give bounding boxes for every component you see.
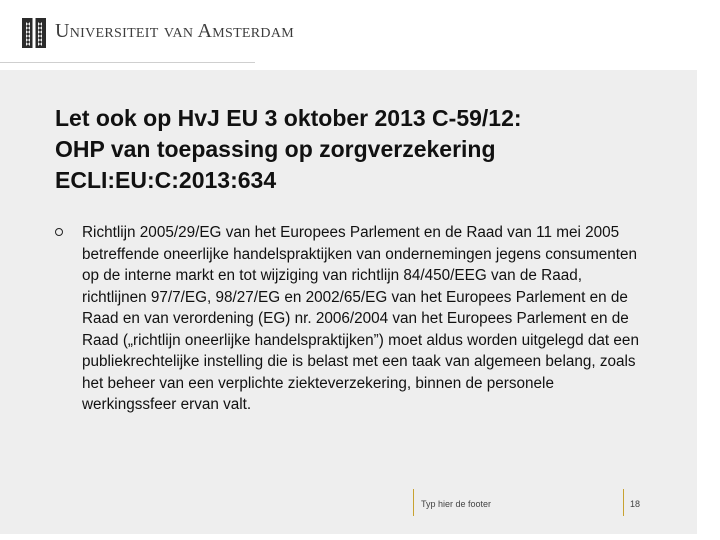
footer-divider-left (413, 489, 414, 516)
title-line: OHP van toepassing op zorgverzekering (55, 136, 496, 162)
slide-title (55, 103, 675, 196)
bullet-text: Richtlijn 2005/29/EG van het Europees Parlement en de Raad van 11 mei 2005 betreffende oneerlijke handelspraktijken van ondernemingen jegens consumenten op de interne markt en tot wijziging van richtlijn 84/450/EEG van de Raad, richtlijnen 97/7/EG, 98/27/EG en 2002/65/EG van het Europees Parlement en de Raad en van verordening (EG) nr. 2006/2004 van het Europees Parlement en de Raad („richtlijn oneerlijke handelspraktijken”) moet aldus worden uitgelegd dat een publiekrechtelijke instelling die is belast met een taak van algemeen belang, zoals het beheer van een verplichte ziekteverzekering, binnen de personele werkingssfeer ervan valt. (82, 224, 639, 413)
uva-crest-icon (22, 18, 46, 48)
header-divider (0, 62, 255, 63)
hollow-circle-bullet-icon (55, 228, 63, 236)
university-name: Universiteit van Amsterdam (55, 20, 294, 42)
page-number: 18 (630, 499, 641, 509)
footer-divider-right (623, 489, 624, 516)
title-line: Let ook op HvJ EU 3 oktober 2013 C-59/12: (55, 105, 522, 131)
footer-text: Typ hier de footer (421, 499, 492, 509)
title-line: ECLI:EU:C:2013:634 (55, 167, 277, 193)
